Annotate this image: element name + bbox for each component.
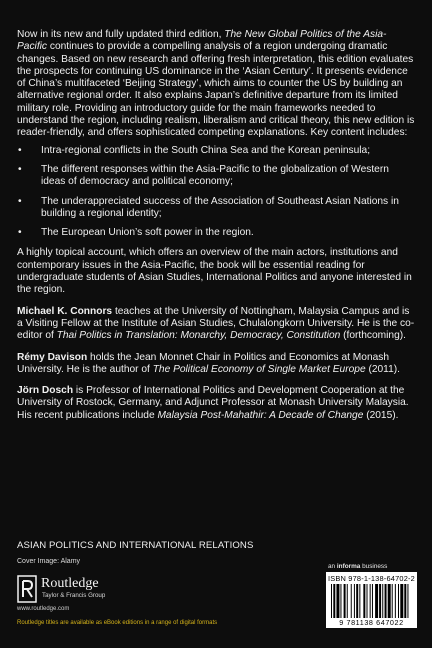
series-title: ASIAN POLITICS AND INTERNATIONAL RELATIONS: [17, 540, 254, 551]
author-name: Rémy Davison: [17, 351, 88, 363]
publisher-logo: [17, 575, 157, 603]
isbn-barcode: [326, 572, 417, 628]
intro-text: Now in its new and fully updated third edition,: [17, 29, 225, 40]
bullet-icon: •: [18, 163, 22, 175]
list-item: • The European Union’s soft power in the region.: [18, 227, 254, 239]
routledge-logo-icon: [17, 575, 37, 603]
barcode-number: 9 781138 647022: [339, 618, 404, 627]
barcode-icon: [331, 584, 412, 618]
author-name: Jörn Dosch: [17, 385, 74, 397]
blurb-area: [17, 29, 415, 431]
publisher-name: Routledge: [41, 576, 99, 591]
bullet-icon: •: [18, 227, 22, 239]
author-bio: Michael K. Connors teaches at the University of Nottingham, Malaysia Campus and is a Visiting Fellow at the Institute of Asian Studies, Chulalongkorn University. He is the co-editor of Thai Politics in Translation: Monarchy, Democracy, Constitution (forthcoming).: [17, 305, 415, 342]
publisher-group: Taylor & Francis Group: [42, 592, 106, 599]
cover-credit: Cover Image: Alamy: [17, 558, 81, 565]
author-name: Michael K. Connors: [17, 305, 113, 317]
author-bio: Rémy Davison holds the Jean Monnet Chair in Politics and Economics at Monash University. He is the author of The Political Economy of Single Market Europe (2011).: [17, 351, 400, 375]
list-item: • The underappreciated success of the Association of Southeast Asian Nations in building a regional identity;: [18, 195, 399, 219]
informa-tag: an informa business: [328, 563, 388, 570]
author-bio: Jörn Dosch is Professor of International Politics and Development Cooperation at the University of Rostock, Germany, and Adjunct Professor at Monash University Malaysia. His recent publications include Malaysia Post-Mahathir: A Decade of Change (2015).: [17, 385, 409, 421]
publisher-website: www.routledge.com: [17, 606, 70, 612]
closing-paragraph: A highly topical account, which offers an overview of the main actors, institutions and contemporary issues in the Asia-Pacific, the book will be essential reading for undergraduate students of Asian Studies, International Politics and anyone interested in the region.: [17, 247, 412, 296]
intro-text-cont: continues to provide a compelling analysis of a region undergoing dramatic changes. Based on new research and offering fresh interpretation, this edition evaluates the prospects for continuing US dominance in the ‘Asian Century’. It presents evidence of China’s multifaceted ‘Beijing Strategy’, which aims to counter the US by building an alternative regional order. It also explains Japan’s definitive departure from its limited military role. Providing an introductory guide for the main frameworks needed to understand the region, including realism, liberalism and critical theory, this new edition is reader-friendly, and offers sophisticated competing explanations. Key content includes:: [17, 41, 415, 139]
list-item: • The different responses within the Asia-Pacific to the globalization of Western ideas of democracy and political economy;: [18, 163, 389, 188]
book-title: The New Global Politics of the Asia-Pacific: [17, 29, 387, 53]
isbn-label: ISBN 978-1-138-64702-2: [328, 574, 415, 583]
key-content-list: [17, 145, 415, 240]
ebook-note: Routledge titles are available as eBook editions in a range of digital formats: [17, 620, 218, 626]
bullet-icon: •: [18, 195, 22, 207]
list-item: • Intra-regional conflicts in the South China Sea and the Korean peninsula;: [18, 144, 371, 156]
intro-paragraph: [17, 29, 415, 140]
bullet-icon: •: [18, 144, 22, 156]
